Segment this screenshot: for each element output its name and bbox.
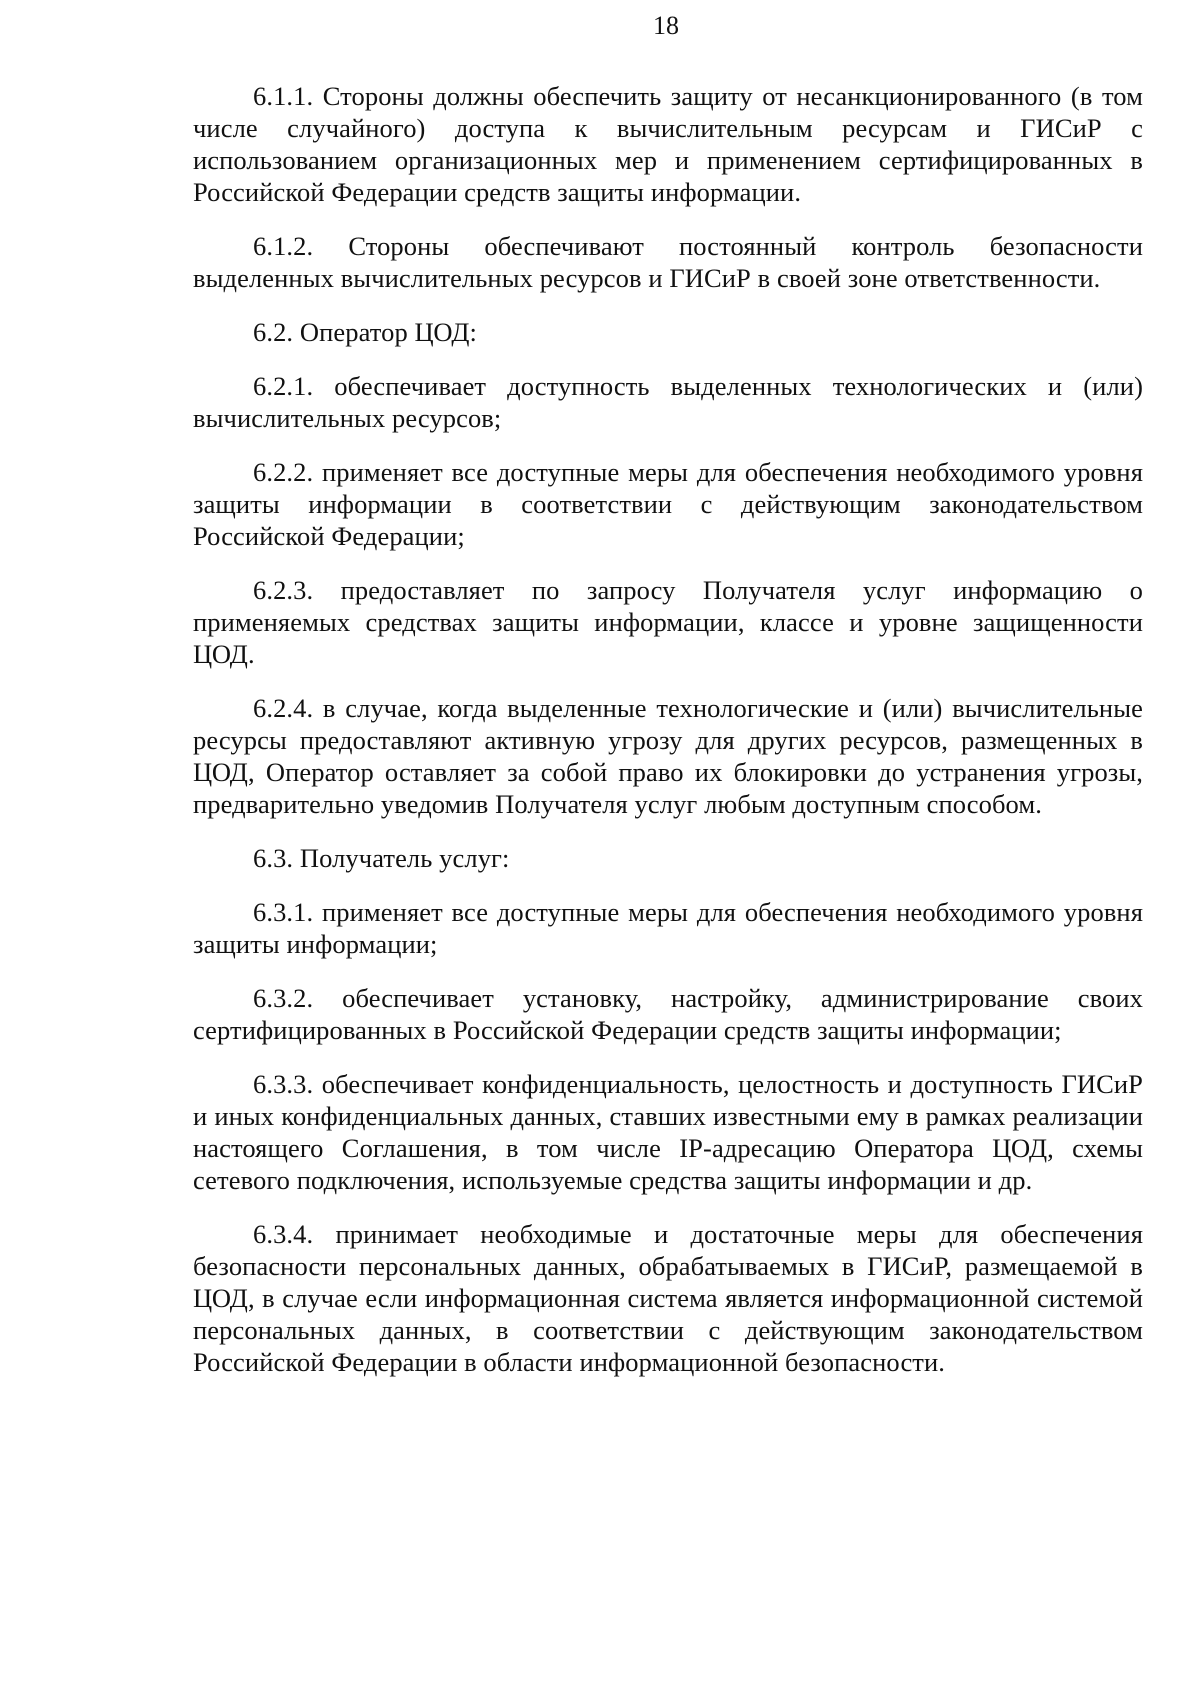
paragraph-6-3-1: 6.3.1. применяет все доступные меры для обеспечения необходимого уровня защиты информации; <box>193 897 1143 959</box>
paragraph-6-2-4: 6.2.4. в случае, когда выделенные технологические и (или) вычислительные ресурсы предоставляют активную угрозу для других ресурсов, размещенных в ЦОД, Оператор оставляет за собой право их блокировки до устранения угрозы, предварительно уведомив Получателя услуг любым доступным способом. <box>193 693 1143 819</box>
paragraph-6-2-2: 6.2.2. применяет все доступные меры для обеспечения необходимого уровня защиты информации в соответствии с действующим законодательством Российской Федерации; <box>193 457 1143 551</box>
paragraph-6-2-3: 6.2.3. предоставляет по запросу Получателя услуг информацию о применяемых средствах защиты информации, классе и уровне защищенности ЦОД. <box>193 575 1143 669</box>
paragraph-6-1-1: 6.1.1. Стороны должны обеспечить защиту от несанкционированного (в том числе случайного) доступа к вычислительным ресурсам и ГИСиР с использованием организационных мер и применением сертифицированных в Российской Федерации средств защиты информации. <box>193 81 1143 207</box>
paragraph-6-3-4: 6.3.4. принимает необходимые и достаточные меры для обеспечения безопасности персональных данных, обрабатываемых в ГИСиР, размещаемой в ЦОД, в случае если информационная система является информационной системой персональных данных, в соответствии с действующим законодательством Российской Федерации в области информационной безопасности. <box>193 1219 1143 1377</box>
paragraph-6-3-2: 6.3.2. обеспечивает установку, настройку, администрирование своих сертифицированных в Российской Федерации средств защиты информации; <box>193 983 1143 1045</box>
paragraph-6-3-heading: 6.3. Получатель услуг: <box>253 843 510 873</box>
document-body <box>193 80 1143 1378</box>
paragraph-6-2-1: 6.2.1. обеспечивает доступность выделенных технологических и (или) вычислительных ресурсов; <box>193 371 1143 433</box>
page-number: 18 <box>653 11 679 40</box>
paragraph-6-3-3: 6.3.3. обеспечивает конфиденциальность, целостность и доступность ГИСиР и иных конфиденциальных данных, ставших известными ему в рамках реализации настоящего Соглашения, в том числе IP-адресацию Оператора ЦОД, схемы сетевого подключения, используемые средства защиты информации и др. <box>193 1069 1143 1195</box>
paragraph-6-2-heading: 6.2. Оператор ЦОД: <box>253 317 477 347</box>
paragraph-6-1-2: 6.1.2. Стороны обеспечивают постоянный контроль безопасности выделенных вычислительных ресурсов и ГИСиР в своей зоне ответственности. <box>193 231 1143 293</box>
